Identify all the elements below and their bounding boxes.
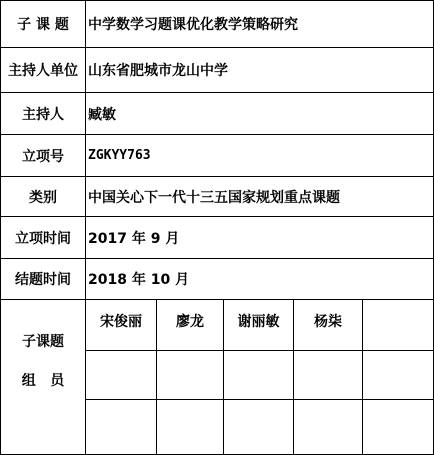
row-value-project-number: ZGKYY763 bbox=[88, 148, 151, 163]
row-value-category: 中国关心下一代十三五国家规划重点课题 bbox=[88, 189, 340, 206]
row-value-host-unit: 山东省肥城市龙山中学 bbox=[88, 63, 228, 79]
row-label-completion-date: 结题时间 bbox=[15, 272, 71, 288]
member-row-divider bbox=[86, 350, 434, 351]
member-name: 杨柒 bbox=[314, 314, 342, 330]
row-label-host: 主持人 bbox=[22, 106, 64, 123]
row-label-subtopic: 子 课 题 bbox=[17, 17, 69, 33]
row-label-host-unit: 主持人单位 bbox=[8, 63, 78, 79]
row-label-category: 类别 bbox=[29, 189, 57, 206]
row-value-subtopic: 中学数学习题课优化教学策略研究 bbox=[88, 17, 298, 33]
row-value-host: 臧敏 bbox=[88, 106, 116, 123]
members-label-line1: 子课题 bbox=[22, 334, 64, 350]
member-row-divider bbox=[86, 399, 434, 400]
row-label-approval-date: 立项时间 bbox=[15, 230, 71, 247]
member-name: 宋俊丽 bbox=[100, 314, 142, 330]
member-name bbox=[363, 308, 433, 334]
row-value-completion-date: 2018 年 10 月 bbox=[88, 272, 190, 288]
member-name: 廖龙 bbox=[176, 314, 204, 330]
row-label-project-number: 立项号 bbox=[22, 148, 64, 165]
member-name: 谢丽敏 bbox=[237, 314, 280, 330]
row-value-approval-date: 2017 年 9 月 bbox=[88, 230, 180, 247]
row-divider bbox=[0, 299, 434, 300]
members-label-line2: 组 员 bbox=[21, 373, 65, 389]
